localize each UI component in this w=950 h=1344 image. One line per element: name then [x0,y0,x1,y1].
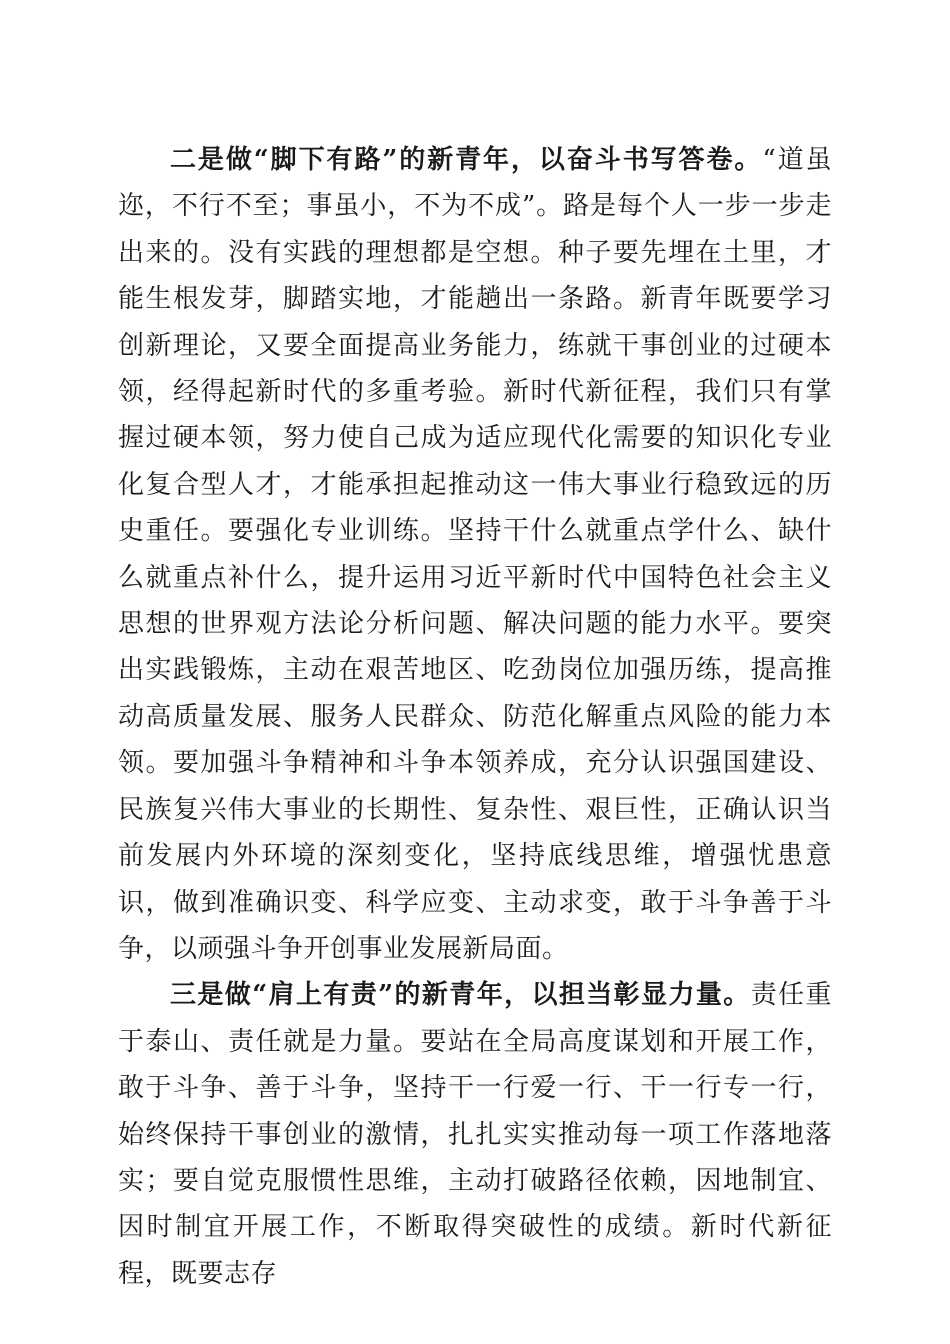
paragraph-text: 责任重于泰山、责任就是力量。要站在全局高度谋划和开展工作，敢于斗争、善于斗争，坚持干一行爱一行、干一行专一行，始终保持干事创业的激情，扎扎实实推动每一项工作落地落实；要自觉克服惯性思维，主动打破路径依赖，因地制宜、因时制宜开展工作，不断取得突破性的成绩。新时代新征程，既要志存 [118,980,832,1289]
paragraph-lead: 三是做“肩上有责”的新青年，以担当彰显力量。 [170,980,751,1011]
paragraph-text: “道虽迩，不行不至；事虽小，不为不成”。路是每个人一步一步走出来的。没有实践的理想都是空想。种子要先埋在土里，才能生根发芽，脚踏实地，才能趟出一条路。新青年既要学习创新理论，又要全面提高业务能力，练就干事创业的过硬本领，经得起新时代的多重考验。新时代新征程，我们只有掌握过硬本领，努力使自己成为适应现代化需要的知识化专业化复合型人才，才能承担起推动这一伟大事业行稳致远的历史重任。要强化专业训练。坚持干什么就重点学什么、缺什么就重点补什么，提升运用习近平新时代中国特色社会主义思想的世界观方法论分析问题、解决问题的能力水平。要突出实践锻炼，主动在艰苦地区、吃劲岗位加强历练，提高推动高质量发展、服务人民群众、防范化解重点风险的能力本领。要加强斗争精神和斗争本领养成，充分认识强国建设、民族复兴伟大事业的长期性、复杂性、艰巨性，正确认识当前发展内外环境的深刻变化，坚持底线思维，增强忧患意识，做到准确识变、科学应变、主动求变，敢于斗争善于斗争，以顽强斗争开创事业发展新局面。 [118,145,832,964]
paragraph-lead: 二是做“脚下有路”的新青年，以奋斗书写答卷。 [170,145,763,175]
paragraph-2 [118,137,832,972]
paragraph-3 [118,972,832,1297]
document-body [118,137,832,1297]
